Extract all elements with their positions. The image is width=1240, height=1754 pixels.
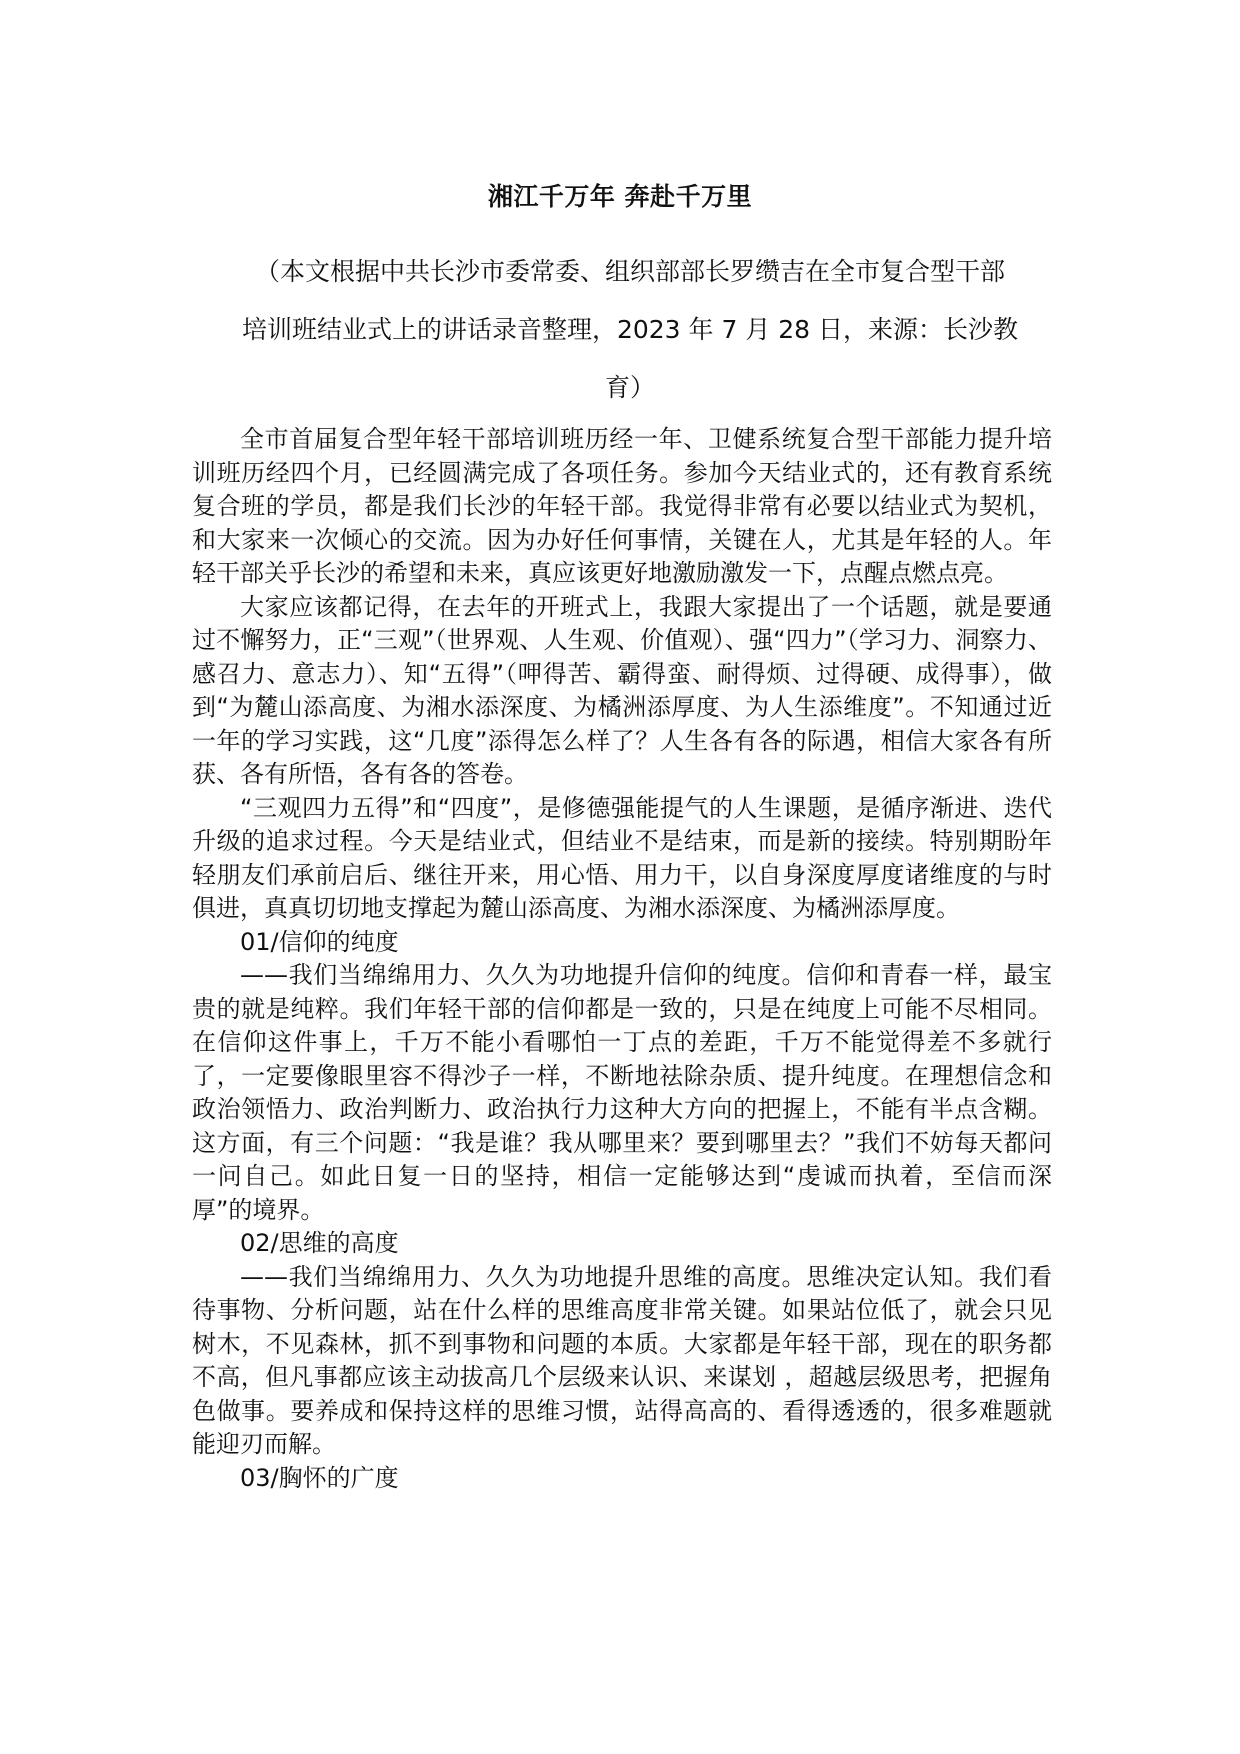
subtitle-line-2: 培训班结业式上的讲话录音整理，2023 年 7 月 28 日，来源：长沙教 — [241, 315, 1019, 344]
body-paragraph-thinking: ——我们当绵绵用力、久久为功地提升思维的高度。思维决定认知。我们看待事物、分析问题，站在什么样的思维高度非常关键。如果站位低了，就会只见树木，不见森林，抓不到事物和问题的本质。大家都是年轻干部，现在的职务都不高，但凡事都应该主动拔高几个层级来认识、来谋划 ，超越层级思考，把握角色做事。要养成和保持这样的思维习惯，站得高高的、看得透透的，很多难题就能迎刃而解。 — [192, 1262, 1052, 1458]
section-heading-breadth: 03/胸怀的广度 — [240, 1463, 399, 1492]
document-body — [192, 423, 1052, 1495]
section-heading-faith: 01/信仰的纯度 — [240, 927, 399, 956]
subtitle-line-1: （本文根据中共长沙市委常委、组织部部长罗缵吉在全市复合型干部 — [254, 257, 1005, 286]
body-paragraph-topic: “三观四力五得”和“四度”，是修德强能提气的人生课题，是循序渐进、迭代升级的追求过程。今天是结业式，但结业不是结束，而是新的接续。特别期盼年轻朋友们承前启后、继往开来，用心悟、用力干，以自身深度厚度诸维度的与时俱进，真真切切地支撑起为麓山添高度、为湘水添深度、为橘洲添厚度。 — [192, 793, 1052, 922]
document-subtitle — [200, 243, 1060, 417]
subtitle-line-3: 育） — [604, 373, 655, 402]
body-paragraph-faith: ——我们当绵绵用力、久久为功地提升信仰的纯度。信仰和青春一样，最宝贵的就是纯粹。我们年轻干部的信仰都是一致的，只是在纯度上可能不尽相同。在信仰这件事上，千万不能小看哪怕一丁点的差距，千万不能觉得差不多就行了，一定要像眼里容不得沙子一样，不断地祛除杂质、提升纯度。在理想信念和政治领悟力、政治判断力、政治执行力这种大方向的把握上，不能有半点含糊。这方面，有三个问题：“我是谁？我从哪里来？要到哪里去？”我们不妨每天都问一问自己。如此日复一日的坚持，相信一定能够达到“虔诚而执着，至信而深厚”的境界。 — [192, 961, 1052, 1224]
section-heading-thinking: 02/思维的高度 — [240, 1229, 399, 1257]
document-title: 湘江千万年 奔赴千万里 — [487, 182, 753, 211]
body-paragraph-intro: 全市首届复合型年轻干部培训班历经一年、卫健系统复合型干部能力提升培训班历经四个月，已经圆满完成了各项任务。参加今天结业式的，还有教育系统复合班的学员，都是我们长沙的年轻干部。我觉得非常有必要以结业式为契机，和大家来一次倾心的交流。因为办好任何事情，关键在人，尤其是年轻的人。年轻干部关乎长沙的希望和未来，真应该更好地激励激发一下，点醒点燃点亮。 — [192, 425, 1052, 587]
body-paragraph-opening-recall: 大家应该都记得，在去年的开班式上，我跟大家提出了一个话题，就是要通过不懈努力，正“三观”（世界观、人生观、价值观）、强“四力”（学习力、洞察力、感召力、意志力）、知“五得”（呷得苦、霸得蛮、耐得烦、过得硬、成得事），做到“为麓山添高度、为湘水添深度、为橘洲添厚度、为人生添维度”。不知通过近一年的学习实践，这“几度”添得怎么样了？人生各有各的际遇，相信大家各有所获、各有所悟，各有各的答卷。 — [192, 592, 1052, 788]
